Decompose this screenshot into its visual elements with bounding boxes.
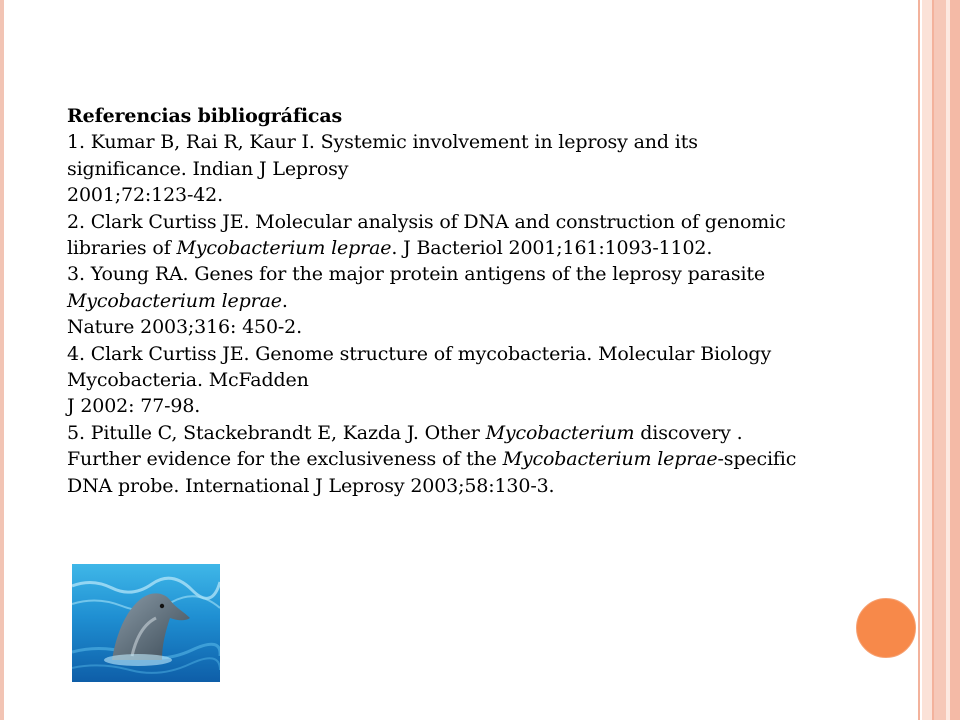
reference-text: -specific [717,448,797,471]
species-name: Mycobacterium leprae [67,289,282,312]
reference-line [67,235,917,261]
reference-item-5 [67,420,917,499]
slide-title: Referencias bibliográficas [67,105,343,127]
reference-line [67,420,917,446]
reference-item-2 [67,209,917,262]
reference-line [67,288,917,314]
reference-line: DNA probe. International J Leprosy 2003;58:130-3. [67,474,555,497]
reference-text: . [281,289,288,312]
decorative-orange-circle [856,598,916,658]
reference-line: 4. Clark Curtiss JE. Genome structure of mycobacteria. Molecular Biology [67,342,772,365]
reference-item-3 [67,261,917,340]
reference-text: libraries of [67,237,177,260]
reference-line: J 2002: 77-98. [67,395,201,418]
reference-line: 2001;72:123-42. [67,184,223,207]
species-name: Mycobacterium leprae [502,448,718,471]
species-name: Mycobacterium leprae [176,237,392,260]
reference-text: discovery . [634,421,743,444]
dolphin-photo [72,564,220,682]
reference-line: 1. Kumar B, Rai R, Kaur I. Systemic involvement in leprosy and its [67,131,698,154]
reference-line: 3. Young RA. Genes for the major protein antigens of the leprosy parasite [67,263,765,286]
left-border-rule [0,0,4,720]
references-text-block [67,103,917,499]
reference-line: Mycobacteria. McFadden [67,369,309,392]
reference-item-1 [67,129,917,208]
reference-text: . J Bacteriol 2001;161:1093-1102. [391,237,713,260]
reference-line: Nature 2003;316: 450-2. [67,316,303,339]
decorative-stripes [918,0,960,720]
reference-item-4 [67,341,917,420]
reference-text: Further evidence for the exclusiveness of the [67,448,503,471]
species-name: Mycobacterium [485,421,635,444]
reference-line [67,446,917,472]
reference-text: 5. Pitulle C, Stackebrandt E, Kazda J. Other [67,421,486,444]
reference-line: 2. Clark Curtiss JE. Molecular analysis of DNA and construction of genomic [67,210,786,233]
reference-line: significance. Indian J Leprosy [67,157,349,180]
